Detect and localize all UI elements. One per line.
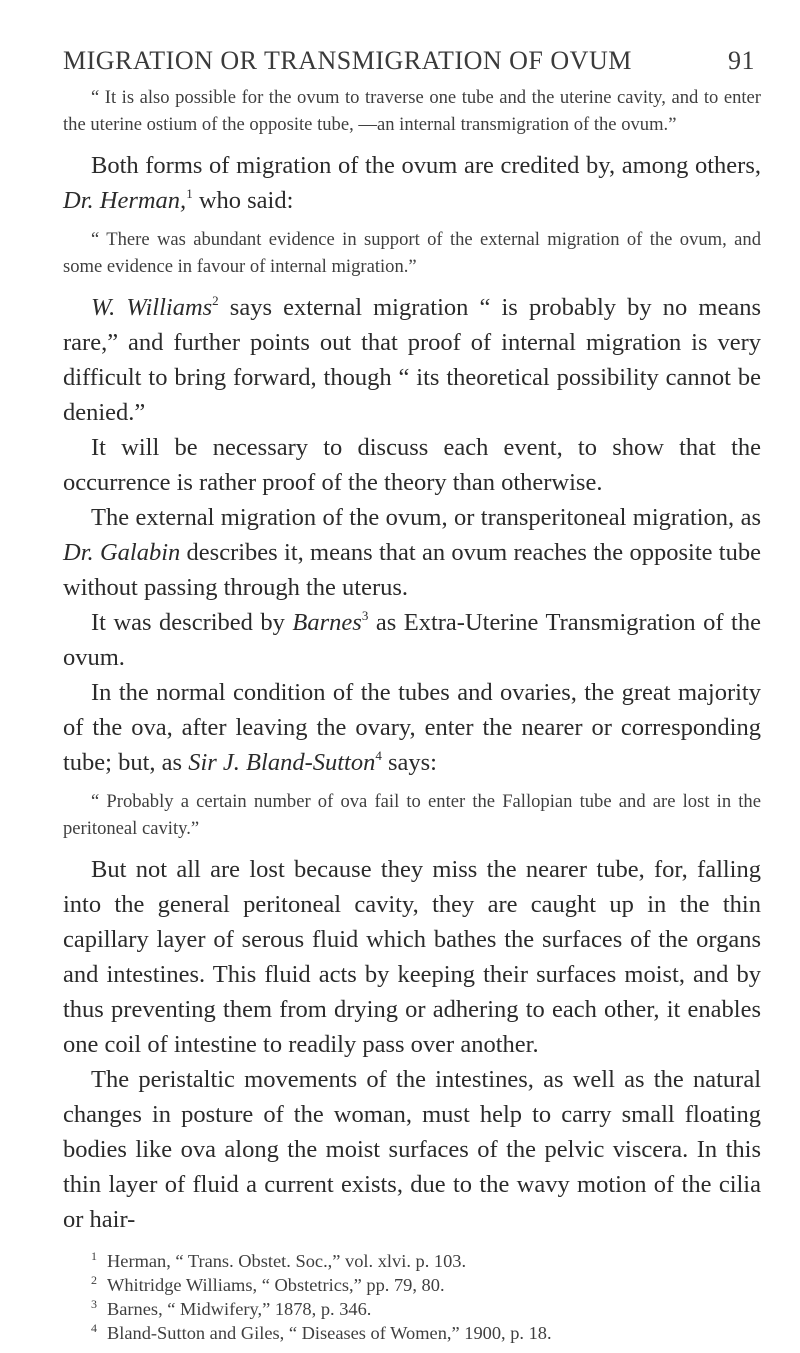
footnote [63, 1273, 761, 1297]
text: says external migration “ is probably by no means rare,” and further points out that proof of internal migration is very difficult to bring forward, though “ its theoretical possibility cannot be denied.” [63, 294, 761, 426]
author-name: Sir J. Bland-Sutton [188, 749, 376, 776]
footnote-ref: 2 [212, 293, 219, 308]
paragraph-herman [63, 148, 761, 218]
author-name: Barnes [292, 609, 362, 636]
footnote [63, 1249, 761, 1273]
paragraph-bland-sutton [63, 675, 761, 780]
text: The external migration of the ovum, or transperitoneal migration, as [91, 504, 761, 531]
paragraph-peristaltic: The peristaltic movements of the intestines, as well as the natural changes in posture of the woman, must help to carry small floating bodies like ova along the moist surfaces of the pelvic viscera. In this thin layer of fluid a current exists, due to the wavy motion of the cilia or hair- [63, 1066, 761, 1233]
page-number: 91 [728, 46, 755, 75]
footnote-number: 1 [91, 1249, 97, 1263]
footnote [63, 1321, 761, 1345]
block-quote-herman: “ There was abundant evidence in support of the external migration of the ovum, and some evidence in favour of internal migration.” [63, 229, 761, 277]
footnote-text: Bland-Sutton and Giles, “ Diseases of Women,” 1900, p. 18. [107, 1323, 552, 1343]
footnote-number: 3 [91, 1297, 97, 1311]
footnote-text: Herman, “ Trans. Obstet. Soc.,” vol. xlvi. p. 103. [107, 1251, 467, 1271]
author-name: W. Williams [91, 294, 213, 321]
block-quote-bland-sutton: “ Probably a certain number of ova fail to enter the Fallopian tube and are lost in the peritoneal cavity.” [63, 791, 761, 839]
footnote-text: Barnes, “ Midwifery,” 1878, p. 346. [107, 1299, 372, 1319]
text: In the normal condition of the tubes and ovaries, the great majority of the ova, after leaving the ovary, enter the nearer or corresponding tube; but, as [63, 679, 761, 776]
footnote-number: 4 [91, 1321, 97, 1335]
paragraph-galabin [63, 500, 761, 605]
text: It was described by [91, 609, 293, 636]
text: who said: [192, 187, 294, 214]
author-name: Dr. Herman, [63, 187, 187, 214]
paragraph-williams [63, 290, 761, 430]
footnote-ref: 1 [186, 186, 193, 201]
footnotes [63, 1249, 761, 1345]
text: Both forms of migration of the ovum are credited by, among others, [91, 152, 761, 179]
paragraph-discuss: It will be necessary to discuss each event, to show that the occurrence is rather proof of the theory than otherwise. [63, 434, 761, 496]
text: as Extra-Uterine Transmigration of the ovum. [63, 609, 761, 671]
book-page [51, 46, 761, 1345]
running-head [51, 46, 761, 76]
text: describes it, means that an ovum reaches the opposite tube without passing through the uterus. [63, 539, 761, 601]
text: says: [381, 749, 437, 776]
footnote [63, 1297, 761, 1321]
running-head-title: MIGRATION OR TRANSMIGRATION OF OVUM [63, 46, 632, 75]
paragraph-barnes [63, 605, 761, 675]
footnote-number: 2 [91, 1273, 97, 1287]
paragraph-peritoneal-fluid: But not all are lost because they miss the nearer tube, for, falling into the general peritoneal cavity, they are caught up in the thin capillary layer of serous fluid which bathes the surfaces of the organs and intestines. This fluid acts by keeping their surfaces moist, and by thus preventing them from drying or adhering to each other, it enables one coil of intestine to readily pass over another. [63, 856, 761, 1058]
footnote-text: Whitridge Williams, “ Obstetrics,” pp. 79, 80. [107, 1275, 445, 1295]
author-name: Dr. Galabin [63, 539, 181, 566]
footnote-ref: 3 [361, 608, 369, 623]
block-quote-internal-transmigration: “ It is also possible for the ovum to traverse one tube and the uterine cavity, and to enter the uterine ostium of the opposite tube, —an internal transmigration of the ovum.” [63, 87, 761, 135]
footnote-ref: 4 [375, 748, 382, 763]
